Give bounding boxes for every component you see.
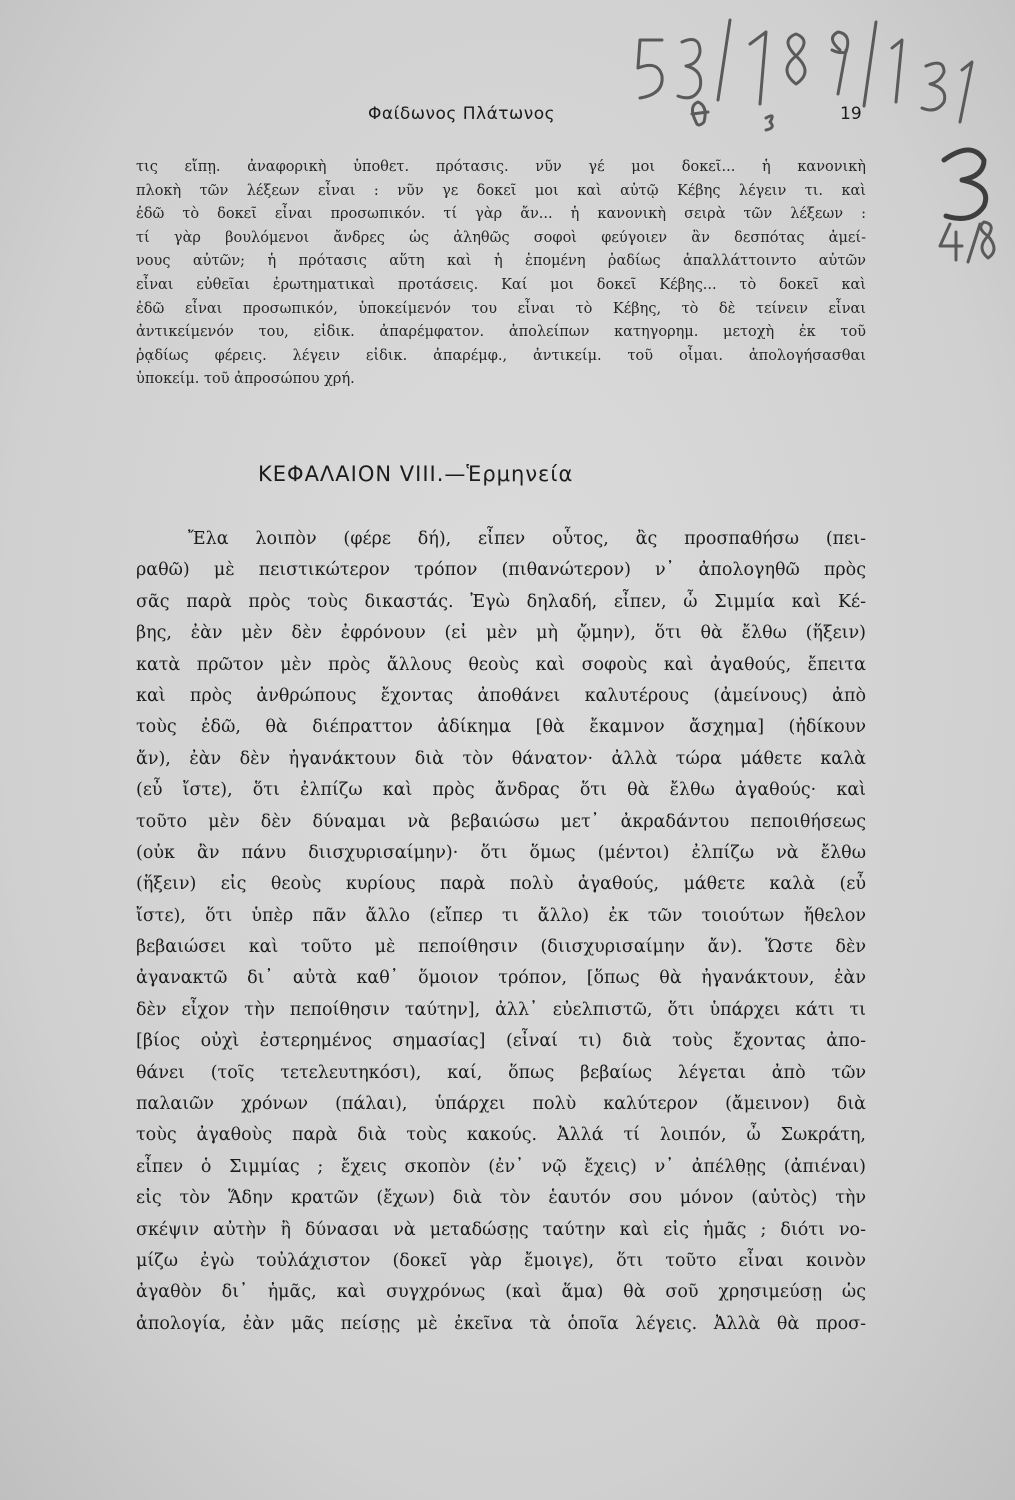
body-line: παλαιῶν χρόνων (πάλαι), ὑπάρχει πολὺ καλύτερον (ἄμεινον) διὰ [136,1094,866,1115]
body-line: (ἥξειν) εἰς θεοὺς κυρίους παρὰ πολὺ ἀγαθούς, μάθετε καλὰ (εὖ [136,874,866,895]
body-line: εἰς τὸν Ἅδην κρατῶν (ἔχων) διὰ τὸν ἑαυτόν σου μόνον (αὐτὸς) τὴν [136,1188,866,1209]
body-line: ἀπολογία, ἐὰν μᾶς πείσῃς μὲ ἐκεῖνα τὰ ὁποῖα λέγεις. Ἀλλὰ θὰ προσ- [136,1313,866,1334]
body-line: βεβαιώσει καὶ τοῦτο μὲ πεποίθησιν (διισχυρισαίμην ἄν). Ὥστε δὲν [136,937,866,958]
body-line: σᾶς παρὰ πρὸς τοὺς δικαστάς. Ἐγὼ δηλαδή, εἶπεν, ὦ Σιμμία καὶ Κέ- [136,591,866,612]
body-line: κατὰ πρῶτον μὲν πρὸς ἄλλους θεοὺς καὶ σοφοὺς καὶ ἀγαθούς, ἔπειτα [136,654,866,675]
body-line: μίζω ἐγὼ τοὐλάχιστον (δοκεῖ γὰρ ἔμοιγε), ὅτι τοῦτο εἶναι κοινὸν [136,1250,866,1271]
body-line: καὶ πρὸς ἀνθρώπους ἔχοντας ἀποθάνει καλυτέρους (ἀμείνους) ἀπὸ [136,685,866,706]
body-line: σκέψιν αὐτὴν ἢ δύνασαι νὰ μεταδώσῃς ταύτην καὶ εἰς ἡμᾶς ; διότι νο- [136,1219,866,1240]
body-line: ἴστε), ὅτι ὑπὲρ πᾶν ἄλλο (εἴπερ τι ἄλλο) ἐκ τῶν τοιούτων ἤθελον [136,905,866,926]
body-line: θάνει (τοῖς τετελευτηκόσι), καί, ὅπως βεβαίως λέγεται ἀπὸ τῶν [136,1062,866,1083]
body-line: ραθῶ) μὲ πειστικώτερον τρόπον (πιθανώτερον) ν᾽ ἀπολογηθῶ πρὸς [136,560,866,581]
body-line: ἀγανακτῶ δι᾽ αὐτὰ καθ᾽ ὅμοιον τρόπον, [ὅπως θὰ ἠγανάκτουν, ἐὰν [136,968,866,989]
commentary-notes [136,156,866,392]
notes-line: ῥᾳδίως φέρεις. λέγειν εἰδικ. ἀπαρέμφ., ἀντικείμ. τοῦ οἶμαι. ἀπολογήσασθαι [136,347,866,364]
notes-line: τις εἴπῃ. ἀναφορικὴ ὑποθετ. πρότασις. νῦν γέ μοι δοκεῖ... ἡ κανονικὴ [136,159,866,175]
body-line: (εὖ ἴστε), ὅτι ἐλπίζω καὶ πρὸς ἄνδρας ὅτι θὰ ἔλθω ἀγαθούς· καὶ [136,780,866,801]
notes-line: τί γὰρ βουλόμενοι ἄνδρες ὡς ἀληθῶς σοφοὶ φεύγοιεν ἂν δεσπότας ἀμεί- [136,229,866,246]
body-line: δὲν εἶχον τὴν πεποίθησιν ταύτην], ἀλλ᾽ εὐελπιστῶ, ὅτι ὑπάρχει κάτι τι [136,999,866,1020]
body-line: τοὺς ἐδῶ, θὰ διέπραττον ἀδίκημα [θὰ ἔκαμνον ἄσχημα] (ἠδίκουν [136,717,866,738]
page-number: 19 [840,104,862,124]
notes-line: εἶναι εὐθεῖαι ἐρωτηματικαὶ προτάσεις. Καί μοι δοκεῖ Κέβης... τὸ δοκεῖ καὶ [136,276,866,293]
body-line: [βίος οὐχὶ ἐστερημένος σημασίας] (εἶναί τι) διὰ τοὺς ἔχοντας ἀπο- [136,1031,866,1052]
translation-body [136,524,866,1340]
notes-line: ὑποκείμ. τοῦ ἀπροσώπου χρή. [136,371,355,388]
running-header [0,104,1015,134]
notes-line: ἐδῶ εἶναι προσωπικόν, ὑποκείμενόν του εἶναι τὸ Κέβης, τὸ δὲ τείνειν εἶναι [136,300,866,317]
body-line: εἶπεν ὁ Σιμμίας ; ἔχεις σκοπὸν (ἐν᾽ νῷ ἔχεις) ν᾽ ἀπέλθῃς (ἀπιέναι) [136,1156,866,1177]
notes-line: πλοκὴ τῶν λέξεων εἶναι : νῦν γε δοκεῖ μοι καὶ αὐτῷ Κέβης λέγειν τι. καὶ [136,182,866,199]
body-line: ἄν), ἐὰν δὲν ἠγανάκτουν διὰ τὸν θάνατον· ἀλλὰ τώρα μάθετε καλὰ [136,748,866,769]
notes-line: ἀντικείμενόν του, εἰδικ. ἀπαρέμφατον. ἀπολείπων κατηγορημ. μετοχὴ ἐκ τοῦ [136,324,866,341]
body-line: Ἔλα λοιπὸν (φέρε δή), εἶπεν οὗτος, ἂς προσπαθήσω (πει- [188,529,866,549]
body-line: τοὺς ἀγαθοὺς παρὰ διὰ τοὺς κακούς. Ἀλλά τί λοιπόν, ὦ Σωκράτη, [136,1125,866,1146]
chapter-heading: ΚΕΦΑΛΑΙΟΝ VIII.—Ἑρμηνεία [258,462,574,486]
running-title: Φαίδωνος Πλάτωνος [368,104,556,124]
body-line: βης, ἐὰν μὲν δὲν ἐφρόνουν (εἰ μὲν μὴ ᾤμην), ὅτι θὰ ἔλθω (ἥξειν) [136,623,866,644]
notes-line: ἐδῶ τὸ δοκεῖ εἶναι προσωπικόν. τί γὰρ ἄν... ἡ κανονικὴ σειρὰ τῶν λέξεων : [136,206,866,223]
body-line: ἀγαθὸν δι᾽ ἡμᾶς, καὶ συγχρόνως (καὶ ἅμα) θὰ σοῦ χρησιμεύσῃ ὡς [136,1282,866,1303]
body-line: τοῦτο μὲν δὲν δύναμαι νὰ βεβαιώσω μετ᾽ ἀκραδάντου πεποιθήσεως [136,811,866,832]
notes-line: νους αὐτῶν; ἡ πρότασις αὕτη καὶ ἡ ἑπομένη ῥαδίως ἀπαλλάττοιντο αὐτῶν [136,253,866,270]
body-line: (οὐκ ἂν πάνυ διισχυρισαίμην)· ὅτι ὅμως (μέντοι) ἐλπίζω νὰ ἔλθω [136,842,866,863]
